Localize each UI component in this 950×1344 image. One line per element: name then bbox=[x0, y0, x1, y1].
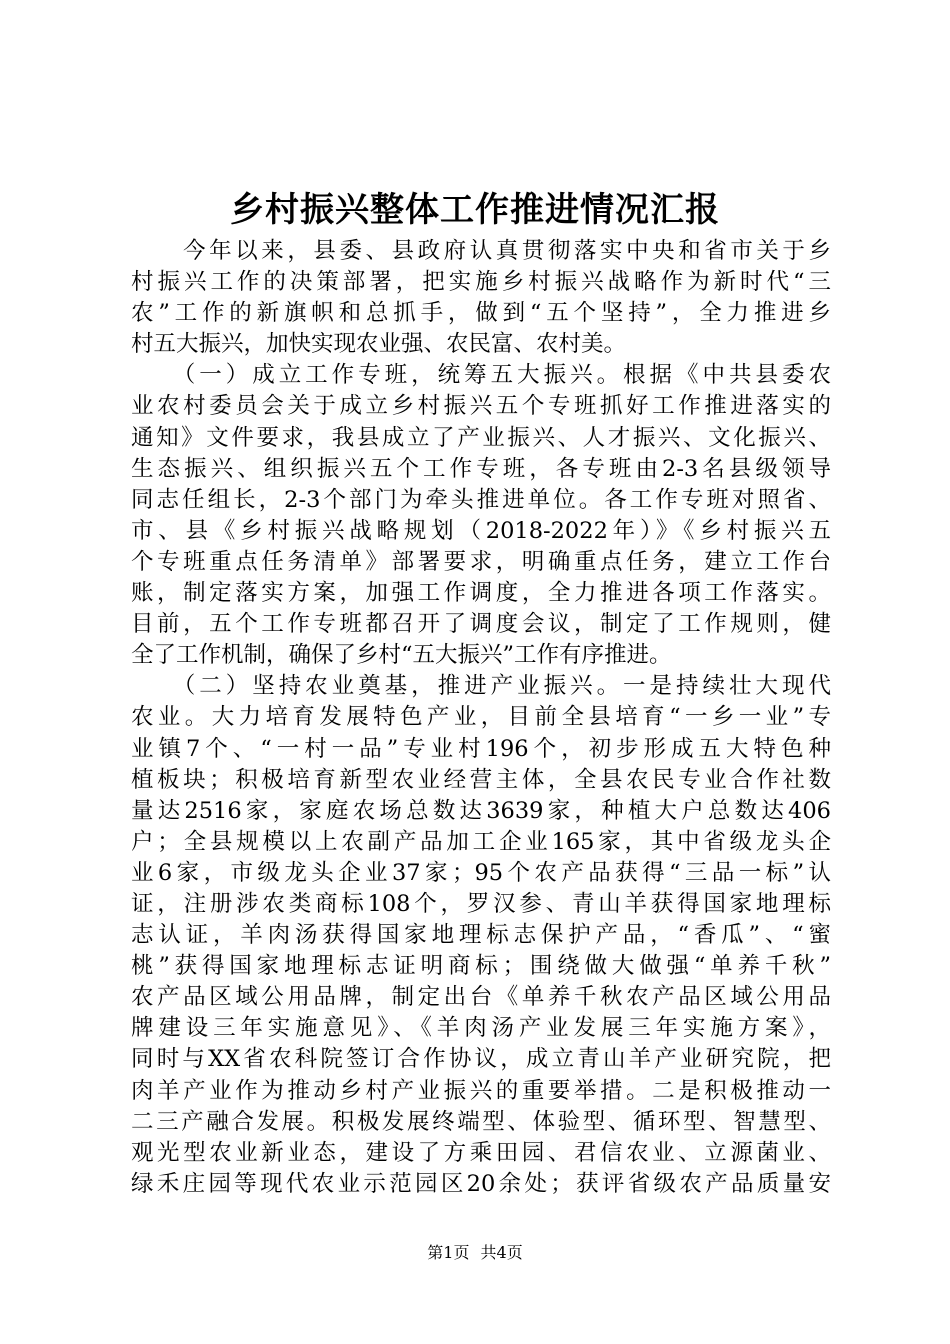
document-body bbox=[131, 236, 831, 1200]
page-number: 第1页 bbox=[427, 1243, 470, 1262]
document-title: 乡村振兴整体工作推进情况汇报 bbox=[230, 190, 720, 230]
text-line: 植板块；积极培育新型农业经营主体，全县农民专业合作社数 bbox=[131, 766, 831, 793]
text-line: 农产品区域公用品牌，制定出台《单养千秋农产品区域公用品 bbox=[131, 984, 831, 1011]
text-line: 全了工作机制，确保了乡村“五大振兴”工作有序推进。 bbox=[131, 642, 672, 669]
text-line: 肉羊产业作为推动乡村产业振兴的重要举措。二是积极推动一 bbox=[131, 1077, 831, 1104]
text-line: 量达2516家，家庭农场总数达3639家，种植大户总数达406 bbox=[131, 797, 831, 824]
text-line: （二）坚持农业奠基，推进产业振兴。一是持续壮大现代 bbox=[131, 673, 831, 700]
text-line: 牌建设三年实施意见》、《羊肉汤产业发展三年实施方案》， bbox=[131, 1015, 831, 1042]
text-line: 桃”获得国家地理标志证明商标；围绕做大做强“单养千秋” bbox=[131, 953, 831, 980]
text-line: 户；全县规模以上农副产品加工企业165家，其中省级龙头企 bbox=[131, 828, 831, 855]
text-line: 业6家，市级龙头企业37家；95个农产品获得“三品一标”认 bbox=[131, 859, 831, 886]
text-line: 生态振兴、组织振兴五个工作专班，各专班由2-3名县级领导 bbox=[131, 455, 831, 482]
text-line: 农业。大力培育发展特色产业，目前全县培育“一乡一业”专 bbox=[131, 704, 831, 731]
page-total: 共4页 bbox=[480, 1243, 523, 1262]
text-line: 同时与XX省农科院签订合作协议，成立青山羊产业研究院，把 bbox=[131, 1046, 831, 1073]
text-line: 绿禾庄园等现代农业示范园区20余处；获评省级农产品质量安 bbox=[131, 1170, 831, 1197]
text-line: 村振兴工作的决策部署，把实施乡村振兴战略作为新时代“三 bbox=[131, 269, 831, 296]
text-line: 业农村委员会关于成立乡村振兴五个专班抓好工作推进落实的 bbox=[131, 393, 831, 420]
text-line: 观光型农业新业态，建设了方乘田园、君信农业、立源菌业、 bbox=[131, 1139, 831, 1166]
text-line: 同志任组长，2-3个部门为牵头推进单位。各工作专班对照省、 bbox=[131, 486, 831, 513]
text-line: 志认证，羊肉汤获得国家地理标志保护产品，“香瓜”、“蜜 bbox=[131, 922, 831, 949]
text-line: 个专班重点任务清单》部署要求，明确重点任务，建立工作台 bbox=[131, 548, 831, 575]
text-line: 账，制定落实方案，加强工作调度，全力推进各项工作落实。 bbox=[131, 580, 831, 607]
text-line: 市、县《乡村振兴战略规划（2018-2022年）》《乡村振兴五 bbox=[131, 517, 831, 544]
text-line: 目前，五个工作专班都召开了调度会议，制定了工作规则，健 bbox=[131, 611, 831, 638]
text-line: 农”工作的新旗帜和总抓手，做到“五个坚持”，全力推进乡 bbox=[131, 300, 831, 327]
text-line: 证，注册涉农类商标108个，罗汉参、青山羊获得国家地理标 bbox=[131, 890, 831, 917]
text-line: 村五大振兴，加快实现农业强、农民富、农村美。 bbox=[131, 331, 627, 358]
page-footer bbox=[0, 1243, 950, 1263]
text-line: 业镇7个、“一村一品”专业村196个，初步形成五大特色种 bbox=[131, 735, 831, 762]
text-line: 今年以来，县委、县政府认真贯彻落实中央和省市关于乡 bbox=[131, 238, 831, 264]
text-line: 通知》文件要求，我县成立了产业振兴、人才振兴、文化振兴、 bbox=[131, 424, 831, 451]
text-line: 二三产融合发展。积极发展终端型、体验型、循环型、智慧型、 bbox=[131, 1108, 831, 1135]
text-line: （一）成立工作专班，统筹五大振兴。根据《中共县委农 bbox=[131, 362, 831, 389]
